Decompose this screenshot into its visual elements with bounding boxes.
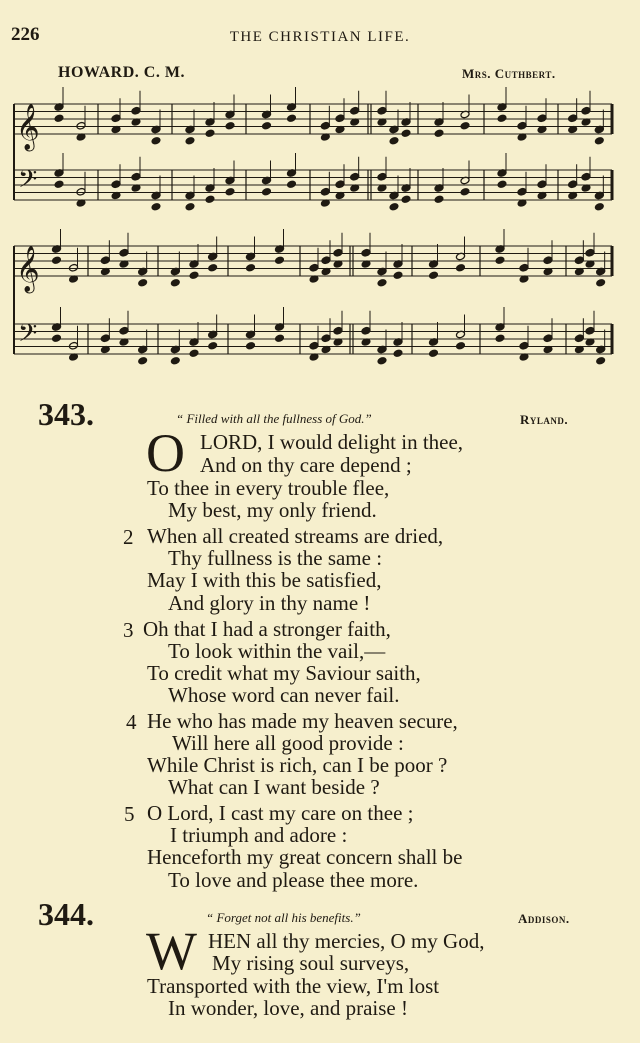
verse-line: And on thy care depend ; (200, 453, 412, 477)
note-head (596, 278, 606, 287)
note-head (262, 187, 272, 196)
verse-line: Oh that I had a stronger faith, (143, 617, 391, 641)
note-head (434, 195, 444, 204)
note-head (456, 263, 466, 272)
bass-clef: 𝄢 (18, 319, 38, 354)
note-head (361, 326, 371, 335)
verse-line: LORD, I would delight in thee, (200, 430, 464, 454)
hymn-number: 344. (38, 896, 94, 932)
note-head (581, 172, 591, 181)
treble-clef: 𝄞 (16, 104, 40, 150)
note-head (585, 248, 595, 257)
note-head (495, 334, 505, 343)
verse-line: To thee in every trouble flee, (147, 476, 390, 500)
verse-line: Whose word can never fail. (168, 683, 400, 707)
note-head (543, 334, 553, 343)
note-head (401, 129, 411, 138)
verse-line: Will here all good provide : (172, 731, 404, 755)
note-head (495, 256, 505, 265)
note-head (185, 136, 195, 145)
note-head (111, 180, 121, 189)
note-head (208, 341, 218, 350)
note-head (111, 114, 121, 123)
verse-line: What can I want beside ? (168, 775, 380, 799)
note-head (76, 187, 86, 196)
note-head (350, 172, 360, 181)
drop-cap: W (146, 921, 197, 981)
note-head (377, 106, 387, 115)
note-head (335, 180, 345, 189)
note-head (246, 263, 256, 272)
verse-line: O Lord, I cast my care on thee ; (147, 801, 414, 825)
verse-line: I triumph and adore : (170, 823, 348, 847)
note-head (537, 180, 547, 189)
tune-name: HOWARD. C. M. (58, 64, 185, 81)
note-head (377, 172, 387, 181)
note-head (205, 195, 215, 204)
tune-composer: Mrs. Cuthbert. (462, 66, 556, 81)
treble-clef: 𝄞 (16, 246, 40, 292)
verse-line: My best, my only friend. (168, 498, 377, 522)
note-head (543, 256, 553, 265)
verse-line: Transported with the view, I'm lost (147, 974, 440, 998)
verse-line: To love and please thee more. (168, 868, 419, 892)
note-head (287, 114, 297, 123)
note-head (429, 271, 439, 280)
verse-line: HEN all thy mercies, O my God, (208, 929, 485, 953)
music-score (0, 0, 640, 390)
drop-cap: O (146, 423, 185, 483)
note-head (497, 114, 507, 123)
verse-line: Henceforth my great concern shall be (147, 845, 463, 869)
note-head (189, 349, 199, 358)
note-head (170, 356, 180, 365)
note-head (568, 114, 578, 123)
note-head (76, 121, 86, 130)
verse-line: Thy fullness is the same : (168, 546, 383, 570)
note-head (389, 202, 399, 211)
note-head (574, 334, 584, 343)
note-head (208, 263, 218, 272)
hymn-author: Ryland. (520, 412, 569, 427)
note-head (54, 114, 64, 123)
note-head (434, 129, 444, 138)
hymn-number: 343. (38, 396, 94, 432)
page-number: 226 (11, 24, 40, 45)
verse-line: My rising soul surveys, (212, 951, 410, 975)
verse-number: 5 (124, 802, 135, 826)
note-head (519, 341, 529, 350)
note-head (389, 136, 399, 145)
note-head (151, 136, 161, 145)
note-head (401, 195, 411, 204)
note-head (393, 349, 403, 358)
note-head (131, 106, 141, 115)
verse-number: 2 (123, 525, 134, 549)
note-head (460, 121, 470, 130)
note-head (581, 106, 591, 115)
note-head (309, 341, 319, 350)
note-head (377, 356, 387, 365)
note-head (246, 341, 256, 350)
note-head (69, 263, 79, 272)
note-head (568, 180, 578, 189)
note-head (185, 202, 195, 211)
note-head (361, 248, 371, 257)
note-head (320, 187, 330, 196)
verse-line: To look within the vail,— (168, 639, 386, 663)
note-head (151, 202, 161, 211)
verse-line: May I with this be satisfied, (147, 568, 382, 592)
note-head (350, 106, 360, 115)
note-head (275, 334, 285, 343)
verse-line: He who has made my heaven secure, (147, 709, 458, 733)
note-head (309, 263, 319, 272)
note-head (333, 326, 343, 335)
note-head (596, 356, 606, 365)
note-head (262, 121, 272, 130)
verse-number: 3 (123, 618, 134, 642)
hymn-author: Addison. (518, 911, 570, 926)
running-title: THE CHRISTIAN LIFE. (229, 29, 411, 45)
note-head (52, 334, 62, 343)
note-head (574, 256, 584, 265)
note-head (321, 334, 331, 343)
note-head (170, 278, 180, 287)
note-head (537, 114, 547, 123)
note-head (131, 172, 141, 181)
hymn-subtitle: “ Forget not all his benefits.” (206, 910, 361, 925)
bass-clef: 𝄢 (18, 165, 38, 200)
note-head (460, 187, 470, 196)
note-head (189, 271, 199, 280)
note-head (100, 334, 110, 343)
note-head (594, 202, 604, 211)
note-head (119, 248, 129, 257)
hymn-subtitle: “ Filled with all the fullness of God.” (176, 411, 372, 426)
verse-line: When all created streams are dried, (147, 524, 444, 548)
note-head (287, 180, 297, 189)
note-head (335, 114, 345, 123)
note-head (517, 187, 527, 196)
verse-line: In wonder, love, and praise ! (168, 996, 408, 1020)
note-head (519, 263, 529, 272)
note-head (225, 187, 235, 196)
note-head (429, 349, 439, 358)
note-head (69, 341, 79, 350)
note-head (205, 129, 215, 138)
note-head (100, 256, 110, 265)
note-head (594, 136, 604, 145)
note-head (333, 248, 343, 257)
note-head (138, 278, 148, 287)
note-head (321, 256, 331, 265)
note-head (377, 278, 387, 287)
verse-line: To credit what my Saviour saith, (147, 661, 421, 685)
note-head (54, 180, 64, 189)
note-head (119, 326, 129, 335)
note-head (138, 356, 148, 365)
note-head (497, 180, 507, 189)
note-head (517, 121, 527, 130)
note-head (456, 341, 466, 350)
verse-line: And glory in thy name ! (168, 591, 371, 615)
verse-number: 4 (126, 710, 137, 734)
note-head (275, 256, 285, 265)
note-head (225, 121, 235, 130)
note-head (320, 121, 330, 130)
verse-line: While Christ is rich, can I be poor ? (147, 753, 448, 777)
note-head (52, 256, 62, 265)
note-head (393, 271, 403, 280)
note-head (585, 326, 595, 335)
